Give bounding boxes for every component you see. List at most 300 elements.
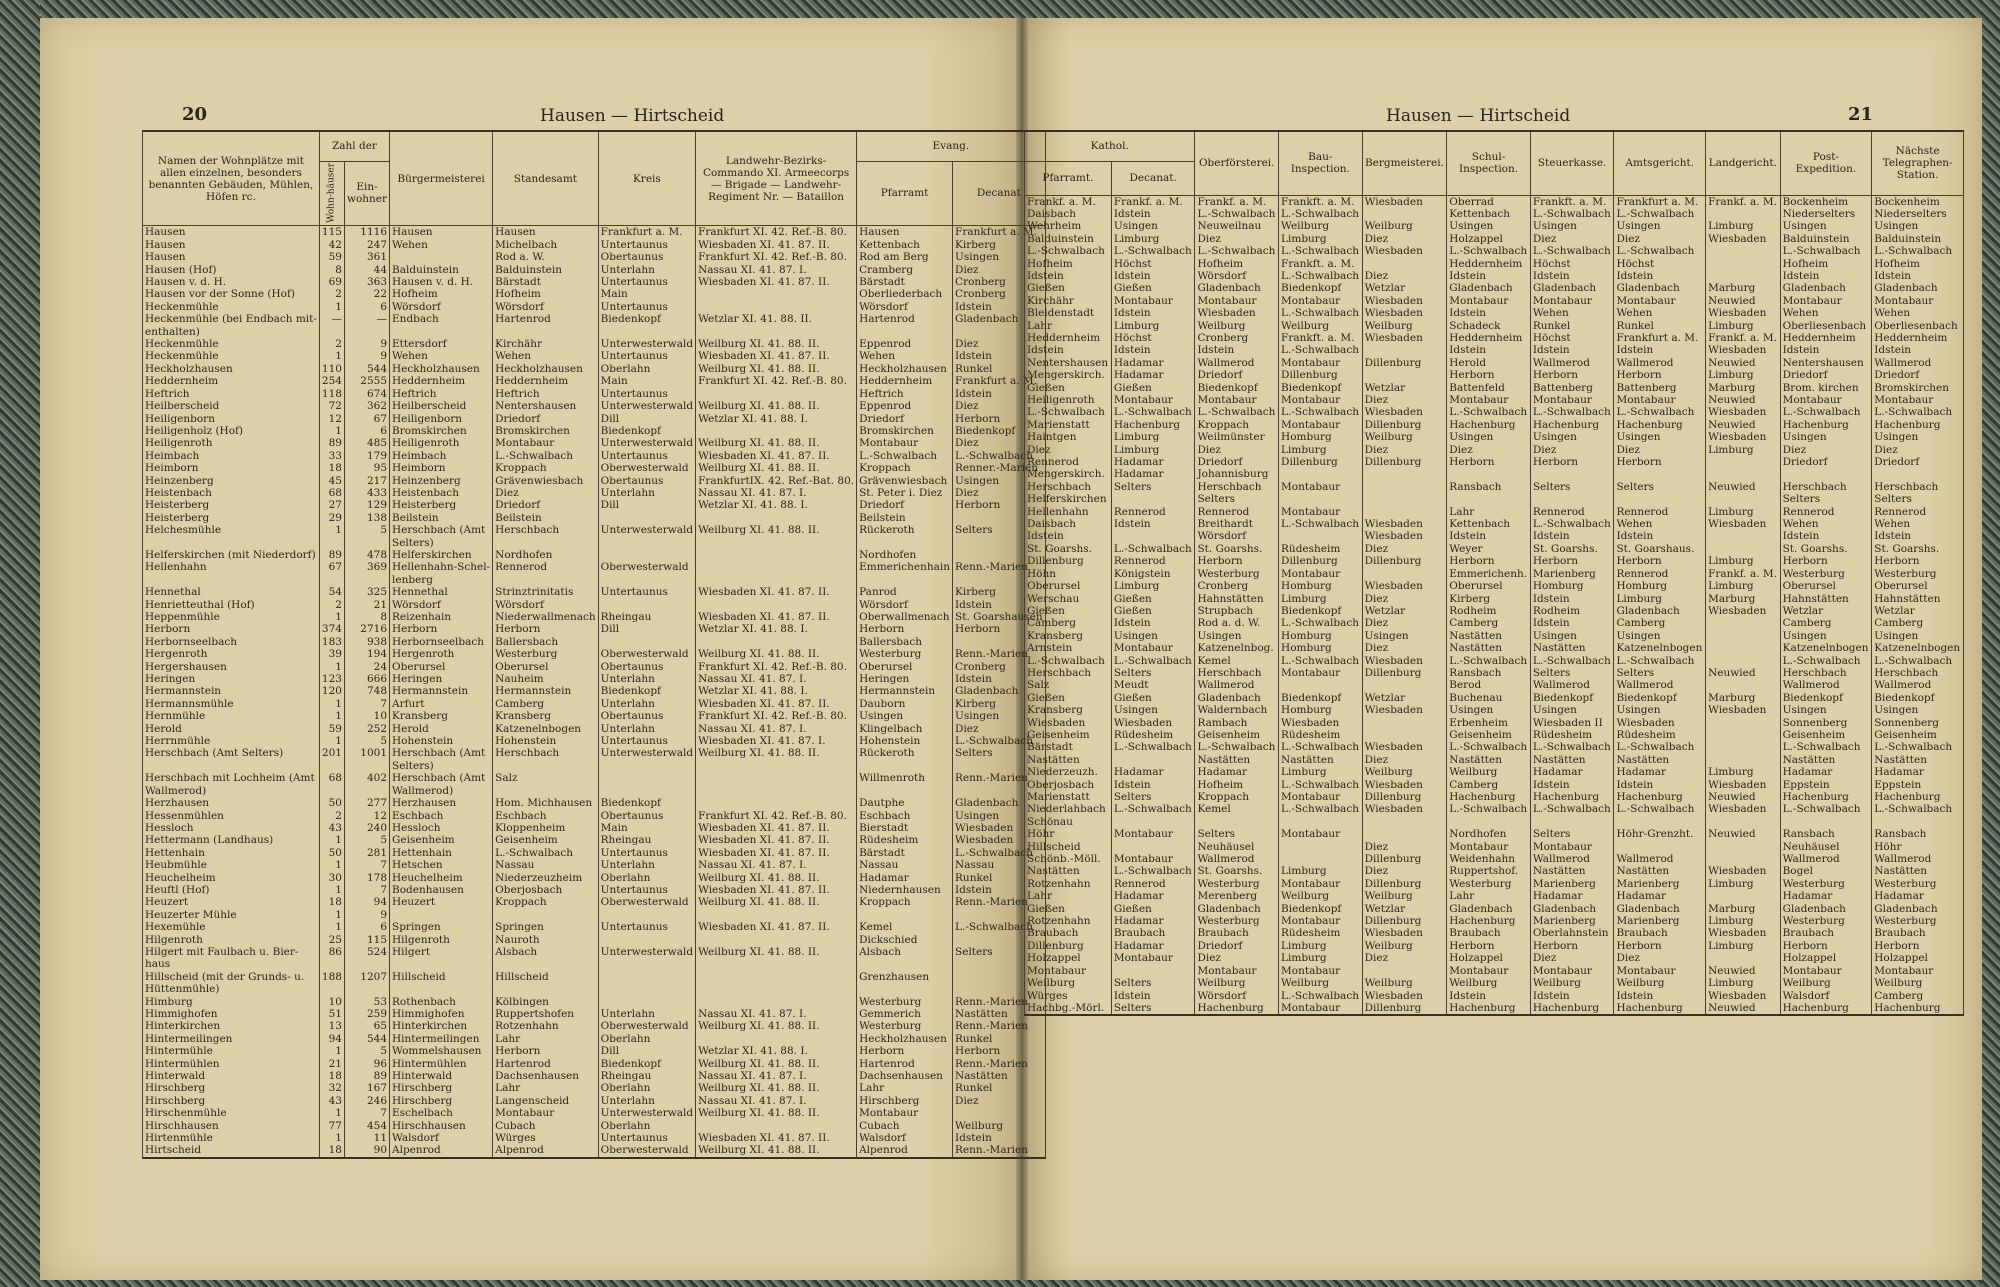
table-cell	[696, 636, 857, 648]
table-cell: Hachenburg	[1447, 915, 1531, 927]
table-cell: Ruppertshof.	[1447, 865, 1531, 877]
table-cell: Nastätten	[1872, 865, 1964, 877]
table-cell	[696, 326, 857, 338]
table-cell	[696, 425, 857, 437]
table-cell: Nastätten	[1447, 630, 1531, 642]
table-cell: Battenberg	[1530, 382, 1614, 394]
table-cell: Oberwesterwald	[598, 561, 695, 573]
table-cell: Hermannstein	[493, 685, 599, 697]
table-cell: Hellenhahn	[1025, 506, 1112, 518]
table-cell: 1	[319, 710, 344, 722]
table-cell	[1706, 468, 1781, 480]
header-kathol: Kathol.	[1025, 131, 1195, 161]
table-cell: Wiesbaden	[1362, 927, 1447, 939]
table-cell: Bleidenstadt	[1025, 307, 1112, 319]
table-cell: Usingen	[1872, 630, 1964, 642]
table-cell: Oberlahn	[598, 363, 695, 375]
table-cell: Herschbach	[1780, 481, 1872, 493]
table-cell: Hellenhahn	[143, 561, 320, 573]
table-cell: Hohenstein	[390, 735, 493, 747]
table-cell: Montabaur	[857, 1107, 953, 1119]
table-cell: L.-Schwalbach	[1279, 406, 1363, 418]
table-cell: Limburg	[1706, 444, 1781, 456]
table-cell: 1	[319, 884, 344, 896]
table-cell: Gladenbach	[1614, 605, 1706, 617]
table-cell: 12	[344, 810, 389, 822]
table-cell: Grenzhausen	[857, 971, 953, 983]
table-cell: Wiesbaden	[1362, 580, 1447, 592]
table-cell: Marienberg	[1530, 915, 1614, 927]
table-cell: Emmerichenh.	[1447, 568, 1531, 580]
table-cell: Camberg	[1872, 617, 1964, 629]
table-cell: Hinterkirchen	[143, 1020, 320, 1032]
table-cell: Weyer	[1447, 543, 1531, 555]
table-cell: Nassau XI. 41. 87. I.	[696, 1095, 857, 1107]
table-cell: Arfurt	[390, 698, 493, 710]
table-cell: Wiesbaden	[953, 834, 1046, 846]
table-cell: 29	[319, 512, 344, 524]
table-cell: Unterwesterwald	[598, 946, 695, 958]
table-cell: 246	[344, 1095, 389, 1107]
table-cell: 6	[344, 921, 389, 933]
table-cell: Eppstein	[1872, 779, 1964, 791]
table-cell: Hofheim	[1025, 258, 1112, 270]
table-cell: Weilburg XI. 41. 88. II.	[696, 338, 857, 350]
table-cell: Kransberg	[1025, 704, 1112, 716]
table-row	[1025, 444, 1964, 456]
table-row	[1025, 406, 1964, 418]
table-cell: Heddernheim	[1025, 332, 1112, 344]
table-cell: Selters	[1195, 493, 1279, 505]
table-cell: Rüdesheim	[1530, 729, 1614, 741]
table-cell: 43	[319, 1095, 344, 1107]
table-cell: Herschbach	[1195, 667, 1279, 679]
table-cell: Wiesbaden XI. 41. 87. II.	[696, 822, 857, 834]
header-registry: Standesamt	[493, 131, 599, 226]
table-cell: L.-Schwalbach	[953, 847, 1046, 859]
table-cell: Herborn	[1530, 940, 1614, 952]
table-cell: Wallmerod	[1872, 357, 1964, 369]
table-cell: Driedorf	[1872, 456, 1964, 468]
header-school: Schul-Inspection.	[1447, 131, 1531, 195]
table-cell: Nordhofen	[1447, 828, 1531, 840]
table-cell: Obertaunus	[598, 710, 695, 722]
table-row	[143, 884, 1046, 896]
table-cell: Herbornseelbach	[143, 636, 320, 648]
table-cell: Hillscheid	[493, 971, 599, 983]
table-cell: 25	[319, 934, 344, 946]
table-cell: Kroppach	[1195, 419, 1279, 431]
table-cell: Marienberg	[1614, 915, 1706, 927]
table-cell: Höhr-Grenzht.	[1614, 828, 1706, 840]
table-cell: Wiesbaden	[1362, 518, 1447, 530]
table-row	[143, 1144, 1046, 1157]
table-cell: Runkel	[953, 1082, 1046, 1094]
table-cell: Untertaunus	[598, 450, 695, 462]
table-cell: Weilburg	[1279, 320, 1363, 332]
table-cell	[1614, 493, 1706, 505]
table-cell: St. Goarshs.	[1025, 543, 1112, 555]
table-cell: Hillscheid	[1025, 841, 1112, 853]
table-cell: Usingen	[1614, 704, 1706, 716]
table-cell: Hausen vor der Sonne (Hof)	[143, 288, 320, 300]
table-cell: Cubach	[493, 1120, 599, 1132]
table-cell: Johannisburg	[1195, 468, 1279, 480]
table-cell: Untertaunus	[598, 388, 695, 400]
table-cell: Niederzeuzh.	[1025, 766, 1112, 778]
table-cell: 1	[319, 921, 344, 933]
table-cell: L.-Schwalbach	[1279, 270, 1363, 282]
table-cell: Frankf. a. M.	[1195, 195, 1279, 208]
table-cell: Nordhofen	[493, 549, 599, 561]
table-cell: L.-Schwalbach	[493, 450, 599, 462]
table-cell: Battenfeld	[1447, 382, 1531, 394]
table-row	[143, 1132, 1046, 1144]
table-cell: L.-Schwalbach	[493, 847, 599, 859]
table-cell: Herborn	[1872, 555, 1964, 567]
table-cell	[1530, 468, 1614, 480]
table-cell: Wetzlar XI. 41. 88. I.	[696, 685, 857, 697]
table-cell	[598, 549, 695, 561]
table-cell: Weilburg	[1279, 890, 1363, 902]
table-row	[143, 946, 1046, 958]
table-cell: Selters	[1530, 481, 1614, 493]
table-cell: Diez	[1362, 617, 1447, 629]
table-cell: Herschbach	[1025, 481, 1112, 493]
table-cell: Frankf. a. M.	[1706, 195, 1781, 208]
table-cell: Wiesbaden XI. 41. 87. II.	[696, 884, 857, 896]
table-cell: Montabaur	[1195, 965, 1279, 977]
table-cell: Weilburg XI. 41. 88. II.	[696, 648, 857, 660]
table-cell: Hettenhain	[390, 847, 493, 859]
table-row	[1025, 394, 1964, 406]
table-cell: Rennerod	[1025, 456, 1112, 468]
table-cell: Ransbach	[1872, 828, 1964, 840]
table-cell: Oberliesenbach	[1872, 320, 1964, 332]
table-cell: Nastätten	[1530, 642, 1614, 654]
table-cell: 433	[344, 487, 389, 499]
table-row	[1025, 630, 1964, 642]
table-cell: Hintermühlen	[143, 1058, 320, 1070]
table-cell: Katzenelnbog.	[1195, 642, 1279, 654]
table-cell	[493, 785, 599, 797]
table-cell: Limburg	[1111, 233, 1195, 245]
table-row	[143, 326, 1046, 338]
table-cell: Westerburg	[1195, 568, 1279, 580]
table-cell: Heiligenroth	[143, 437, 320, 449]
table-cell: Oberrad	[1447, 195, 1531, 208]
table-cell: Unterwesterwald	[598, 747, 695, 759]
table-cell: Heuchelheim	[390, 872, 493, 884]
table-cell: Diez	[1025, 444, 1112, 456]
table-row	[143, 363, 1046, 375]
table-cell: Limburg	[1706, 220, 1781, 232]
right-page-number: 21	[1848, 104, 1874, 125]
table-cell: Kettenbach	[1447, 518, 1531, 530]
table-cell	[1706, 642, 1781, 654]
table-cell: Gießen	[1111, 593, 1195, 605]
table-cell: Renn.-Marien	[953, 648, 1046, 660]
table-cell: Höchst	[1530, 258, 1614, 270]
table-cell: Walsdorf	[1780, 990, 1872, 1002]
table-cell: Hadamar	[1530, 766, 1614, 778]
table-cell: L.-Schwalbach	[1195, 208, 1279, 220]
table-cell: Heddernheim	[1780, 332, 1872, 344]
table-row	[143, 599, 1046, 611]
table-cell: Rotzenhahn	[1025, 915, 1112, 927]
table-cell: 1	[319, 834, 344, 846]
table-cell: Dillenburg	[1279, 555, 1363, 567]
table-cell: Heiligenroth	[390, 437, 493, 449]
table-cell: Schönb.-Möll.	[1025, 853, 1112, 865]
table-cell: Weilburg XI. 41. 88. II.	[696, 1144, 857, 1157]
table-cell: Heinzenberg	[143, 475, 320, 487]
table-cell: L.-Schwalbach	[1614, 208, 1706, 220]
table-cell: Idstein	[1780, 344, 1872, 356]
table-cell: Nentershausen	[493, 400, 599, 412]
table-cell: L.-Schwalbach	[1025, 406, 1112, 418]
table-cell: Hausen v. d. H.	[143, 276, 320, 288]
table-cell: Untertaunus	[598, 276, 695, 288]
table-cell	[1362, 208, 1447, 220]
table-cell	[857, 760, 953, 772]
table-cell: Kettenbach	[1447, 208, 1531, 220]
table-cell	[344, 785, 389, 797]
table-cell: Weilburg XI. 41. 88. II.	[696, 524, 857, 536]
table-cell: Geisenheim	[1780, 729, 1872, 741]
table-cell: 402	[344, 772, 389, 784]
table-cell: Herborn	[1780, 940, 1872, 952]
table-cell: Idstein	[1111, 990, 1195, 1002]
table-cell: Hadamar	[1780, 890, 1872, 902]
table-cell	[319, 958, 344, 970]
table-cell: Idstein	[1530, 530, 1614, 542]
table-cell: Montabaur	[1447, 841, 1531, 853]
table-cell: Alpenrod	[493, 1144, 599, 1157]
table-cell: Unterlahn	[598, 698, 695, 710]
header-telegraph: Nächste Telegraphen-Station.	[1872, 131, 1964, 195]
table-cell: Kloppenheim	[493, 822, 599, 834]
table-cell: Weilburg XI. 41. 88. II.	[696, 1082, 857, 1094]
table-cell: Dillenburg	[1362, 791, 1447, 803]
table-cell	[1872, 468, 1964, 480]
table-cell: Montabaur	[1279, 419, 1363, 431]
table-cell: Herschbach	[1780, 667, 1872, 679]
table-cell: Ransbach	[1780, 828, 1872, 840]
table-cell: Weilburg	[1362, 940, 1447, 952]
table-cell: Geisenheim	[390, 834, 493, 846]
table-cell: Oberursel	[390, 661, 493, 673]
table-row	[1025, 481, 1964, 493]
table-cell: Wallmerod	[1780, 679, 1872, 691]
table-cell: 110	[319, 363, 344, 375]
table-cell: 188	[319, 971, 344, 983]
table-cell: Biedenkopf	[1279, 605, 1363, 617]
table-cell: Dillenburg	[1362, 357, 1447, 369]
table-cell: L.-Schwalbach	[1111, 865, 1195, 877]
table-cell: Wiesbaden	[1362, 990, 1447, 1002]
table-cell: Diez	[1362, 841, 1447, 853]
table-cell: Gladenbach	[953, 313, 1046, 325]
table-cell: Hirschenmühle	[143, 1107, 320, 1119]
table-row	[1025, 233, 1964, 245]
table-cell: Hennethal	[390, 586, 493, 598]
table-cell: Diez	[953, 723, 1046, 735]
table-cell	[857, 785, 953, 797]
table-cell: Unterwesterwald	[598, 400, 695, 412]
table-cell: Nastätten	[1872, 754, 1964, 766]
table-cell	[319, 326, 344, 338]
table-cell: Nastätten	[1614, 754, 1706, 766]
table-cell: 43	[319, 822, 344, 834]
table-cell: Heuzerter Mühle	[143, 909, 320, 921]
table-cell: Hofheim	[1780, 258, 1872, 270]
table-cell: 18	[319, 462, 344, 474]
table-cell: Weidenhahn	[1447, 853, 1531, 865]
table-cell: Mengerskirch.	[1025, 468, 1112, 480]
table-cell: L.-Schwalbach	[1025, 655, 1112, 667]
table-cell: Herborn	[953, 1045, 1046, 1057]
table-cell: L.-Schwalbach	[1195, 245, 1279, 257]
table-cell: Wetzlar	[1872, 605, 1964, 617]
table-cell: L.-Schwalbach	[1279, 741, 1363, 753]
table-cell: Montabaur	[493, 437, 599, 449]
table-cell: Wallmerod)	[143, 785, 320, 797]
table-cell	[1362, 965, 1447, 977]
table-cell: Oberursel	[1447, 580, 1531, 592]
table-row	[143, 313, 1046, 325]
table-cell: 94	[344, 896, 389, 908]
table-cell: Weilburg	[1362, 431, 1447, 443]
table-cell: Heiligenborn	[143, 413, 320, 425]
table-cell: Diez	[493, 487, 599, 499]
table-cell: Katzenelnbogen	[1872, 642, 1964, 654]
table-cell: Hofheim	[390, 288, 493, 300]
table-cell: Biedenkopf	[1614, 692, 1706, 704]
table-cell: Herborn	[1614, 456, 1706, 468]
table-cell: Rod am Berg	[857, 251, 953, 263]
table-cell	[344, 958, 389, 970]
table-cell: Weilburg XI. 41. 88. II.	[696, 872, 857, 884]
table-cell: Bärstadt	[493, 276, 599, 288]
table-cell: Himmighofen	[143, 1008, 320, 1020]
table-cell: Wörsdorf	[1195, 990, 1279, 1002]
table-cell: Gladenbach	[1872, 903, 1964, 915]
table-cell: Frankf. a. M.	[1025, 195, 1112, 208]
table-cell: Unterlahn	[598, 673, 695, 685]
table-cell: Homburg	[1279, 704, 1363, 716]
table-cell: Herborn	[953, 499, 1046, 511]
table-cell: Hachenburg	[1447, 791, 1531, 803]
table-cell: Hadamar	[1872, 766, 1964, 778]
table-cell: Idstein	[953, 350, 1046, 362]
table-cell: L.-Schwalbach	[1530, 245, 1614, 257]
table-cell: Idstein	[1025, 530, 1112, 542]
table-cell: Gladenbach	[1872, 282, 1964, 294]
table-cell: Main	[598, 822, 695, 834]
table-cell: Montabaur	[1279, 568, 1363, 580]
table-cell: 1	[319, 611, 344, 623]
table-cell: Hadamar	[1872, 890, 1964, 902]
table-row	[1025, 220, 1964, 232]
table-cell: Lahr	[1447, 506, 1531, 518]
table-cell: —	[319, 313, 344, 325]
table-cell: Herschbach	[493, 524, 599, 536]
table-cell: Kirberg	[953, 586, 1046, 598]
table-row	[1025, 679, 1964, 691]
table-cell: Hillscheid (mit der Grunds- u.	[143, 971, 320, 983]
table-cell: Gladenbach	[953, 797, 1046, 809]
table-cell: Herschbach mit Lochheim (Amt	[143, 772, 320, 784]
table-cell: Gladenbach	[1780, 903, 1872, 915]
table-cell: Diez	[953, 400, 1046, 412]
table-cell: Usingen	[1111, 704, 1195, 716]
table-cell: L.-Schwalbach	[1530, 518, 1614, 530]
table-cell: Usingen	[1780, 704, 1872, 716]
table-cell: Höchst	[1111, 258, 1195, 270]
table-cell: Camberg	[1872, 990, 1964, 1002]
table-cell: Hachenburg	[1614, 791, 1706, 803]
table-cell: Ballersbach	[493, 636, 599, 648]
table-cell: 674	[344, 388, 389, 400]
table-cell: Hadamar	[1111, 456, 1195, 468]
table-cell: Marburg	[1706, 593, 1781, 605]
table-cell: Montabaur	[1872, 394, 1964, 406]
table-row	[1025, 977, 1964, 989]
table-cell: 1	[319, 735, 344, 747]
table-cell: Idstein	[1780, 270, 1872, 282]
table-cell: L.-Schwalbach	[1279, 779, 1363, 791]
table-cell: Nassau XI. 41. 87. I.	[696, 487, 857, 499]
table-cell: 361	[344, 251, 389, 263]
table-cell: Dauborn	[857, 698, 953, 710]
table-cell: Hirschberg	[390, 1082, 493, 1094]
table-row	[143, 1045, 1046, 1057]
table-row	[1025, 965, 1964, 977]
table-cell: Usingen	[953, 810, 1046, 822]
table-cell	[344, 326, 389, 338]
table-cell: Wiesbaden XI. 41. 87. II.	[696, 586, 857, 598]
table-cell: Wiesbaden	[1706, 990, 1781, 1002]
table-cell: Dachsenhausen	[493, 1070, 599, 1082]
table-cell: Usingen	[953, 475, 1046, 487]
table-cell: Montabaur	[1780, 965, 1872, 977]
table-cell: 2555	[344, 375, 389, 387]
table-cell: Weilburg XI. 41. 88. II.	[696, 1020, 857, 1032]
table-cell	[857, 958, 953, 970]
table-cell: Herrnmühle	[143, 735, 320, 747]
table-cell: L.-Schwalbach	[1279, 617, 1363, 629]
table-row	[1025, 258, 1964, 270]
table-cell: Idstein	[1614, 990, 1706, 1002]
table-cell	[1111, 530, 1195, 542]
table-cell	[696, 934, 857, 946]
table-cell: Heppenmühle	[143, 611, 320, 623]
table-cell: Weilburg XI. 41. 88. II.	[696, 946, 857, 958]
table-cell	[1706, 543, 1781, 555]
table-cell: 666	[344, 673, 389, 685]
table-cell: Wehen	[390, 350, 493, 362]
table-cell: Marburg	[1706, 382, 1781, 394]
table-cell: Heringen	[143, 673, 320, 685]
table-cell: Usingen	[1614, 630, 1706, 642]
table-cell: Dachsenhausen	[857, 1070, 953, 1082]
table-row	[143, 673, 1046, 685]
table-cell: Herold	[1447, 357, 1531, 369]
table-cell: Willmenroth	[857, 772, 953, 784]
table-cell: Hadamar	[1614, 766, 1706, 778]
table-cell: Wiesbaden	[1706, 927, 1781, 939]
